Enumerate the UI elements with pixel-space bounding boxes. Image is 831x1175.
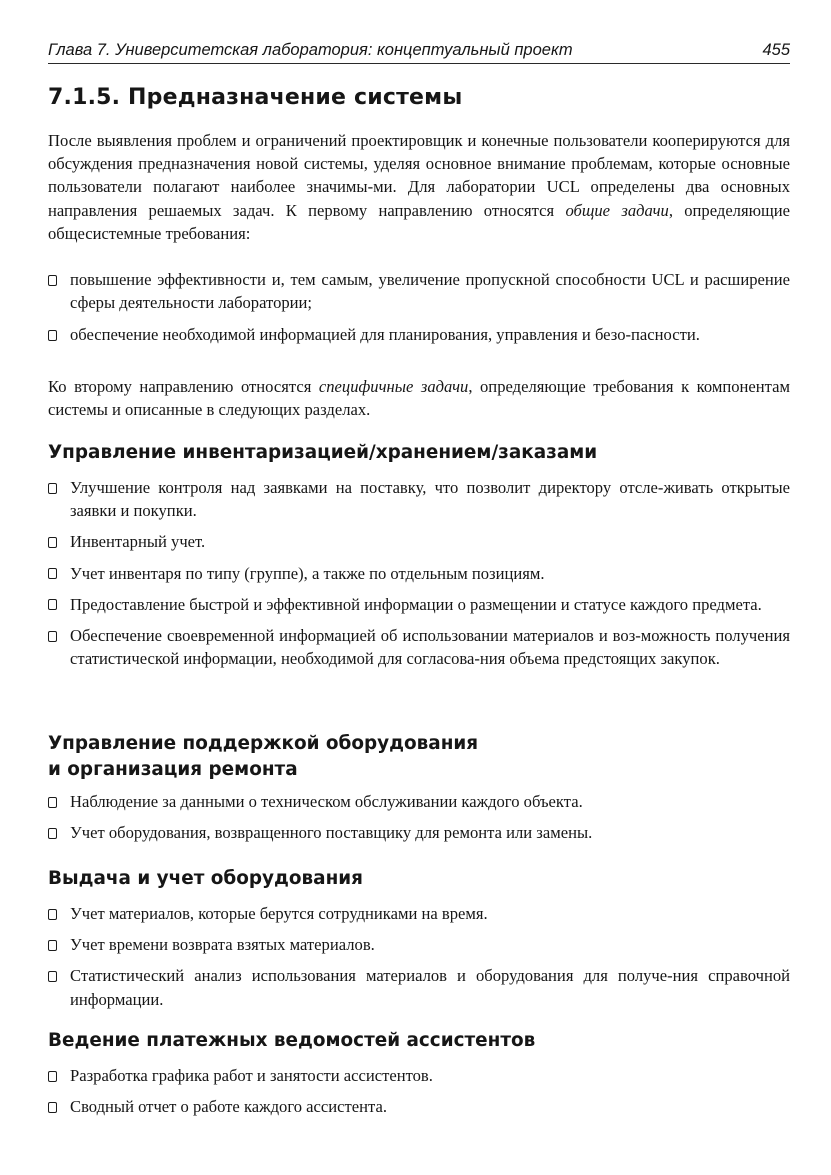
list-item-text: Наблюдение за данными о техническом обслуживании каждого объекта.	[70, 792, 583, 811]
running-header	[48, 35, 790, 64]
intro-emphasis: общие задачи	[565, 200, 669, 220]
bullet-box-icon	[48, 797, 57, 808]
list-item	[48, 964, 790, 1010]
list-item-text: Улучшение контроля над заявками на поставку, что позволит директору отсле-живать открытые заявки и покупки.	[70, 478, 790, 521]
bullet-box-icon	[48, 537, 57, 548]
list-item-text: обеспечение необходимой информацией для планирования, управления и безо-пасности.	[70, 325, 700, 345]
subsection-heading: Управление инвентаризацией/хранением/заказами	[48, 442, 598, 463]
bullet-box-icon	[48, 631, 57, 642]
bullet-box-icon	[48, 940, 57, 951]
bullet-box-icon	[48, 330, 57, 341]
bullet-box-icon	[48, 909, 57, 920]
subsection-heading: Ведение платежных ведомостей ассистентов	[48, 1030, 536, 1051]
inventory-list	[48, 476, 790, 670]
subsection-heading-line: Управление поддержкой оборудования	[48, 733, 479, 754]
page-number: 455	[762, 41, 790, 59]
list-item-text: Учет материалов, которые берутся сотрудниками на время.	[70, 904, 488, 923]
list-item-text: Предоставление быстрой и эффективной информации о размещении и статусе каждого предмета.	[70, 594, 762, 614]
bullet-box-icon	[48, 275, 57, 286]
intro-text-end: , определяющие общесистемные требования:	[48, 200, 791, 243]
list-item	[48, 821, 790, 844]
list-item-text: Разработка графика работ и занятости ассистентов.	[70, 1066, 433, 1085]
list-item-text: Инвентарный учет.	[70, 532, 206, 552]
list-item	[48, 902, 790, 925]
specific-tasks-paragraph	[48, 375, 790, 421]
bullet-box-icon	[48, 971, 57, 982]
list-item	[48, 1095, 790, 1118]
general-tasks-list	[48, 268, 790, 347]
list-item	[48, 790, 790, 813]
list-item	[48, 1064, 790, 1087]
list-item-text: Статистический анализ использования материалов и оборудования для получе-ния справочной информации.	[70, 966, 790, 1009]
specific-text-end: , определяющие требования к компонентам системы и описанные в следующих разделах.	[48, 377, 790, 420]
list-item	[48, 530, 790, 553]
subsection-heading	[48, 731, 478, 783]
intro-text: После выявления проблем и ограничений проектировщик и конечные пользователи кооперируются для обсуждения предназначения новой системы, уделяя основное внимание проблемам, которые основные пользователи полагают наиболее значимы-ми. Для лаборатории UCL определены два основных направления решаемых задач. К первому направлению относятся	[48, 131, 790, 220]
list-item	[48, 593, 790, 616]
bullet-box-icon	[48, 1102, 57, 1113]
list-item-text: Учет инвентаря по типу (группе), а также по отдельным позициям.	[70, 563, 545, 583]
subsection-heading-line: и организация ремонта	[48, 759, 298, 780]
list-item-text: Обеспечение своевременной информацией об использовании материалов и воз-можность получения статистической информации, необходимой для согласова-ния объема предстоящих закупок.	[70, 626, 790, 669]
payroll-list	[48, 1064, 790, 1118]
specific-emphasis: специфичные задачи	[318, 377, 469, 396]
bullet-box-icon	[48, 1071, 57, 1082]
subsection-heading: Выдача и учет оборудования	[48, 868, 363, 889]
list-item	[48, 933, 790, 956]
specific-text: Ко второму направлению относятся	[48, 377, 319, 396]
bullet-box-icon	[48, 483, 57, 494]
bullet-box-icon	[48, 568, 57, 579]
list-item	[48, 268, 790, 314]
list-item-text: Сводный отчет о работе каждого ассистента.	[70, 1097, 387, 1117]
list-item	[48, 323, 790, 346]
list-item-text: повышение эффективности и, тем самым, увеличение пропускной способности UCL и расширение сферы деятельности лаборатории;	[70, 270, 790, 313]
chapter-title: Глава 7. Университетская лаборатория: концептуальный проект	[48, 41, 573, 59]
list-item	[48, 562, 790, 585]
intro-paragraph	[48, 129, 790, 245]
equipment-issue-list	[48, 902, 790, 1011]
list-item-text: Учет оборудования, возвращенного поставщику для ремонта или замены.	[70, 823, 593, 843]
list-item	[48, 624, 790, 670]
list-item-text: Учет времени возврата взятых материалов.	[70, 935, 375, 955]
bullet-box-icon	[48, 599, 57, 610]
equipment-support-list	[48, 790, 790, 844]
section-heading: 7.1.5. Предназначение системы	[48, 85, 463, 110]
list-item	[48, 476, 790, 522]
bullet-box-icon	[48, 828, 57, 839]
